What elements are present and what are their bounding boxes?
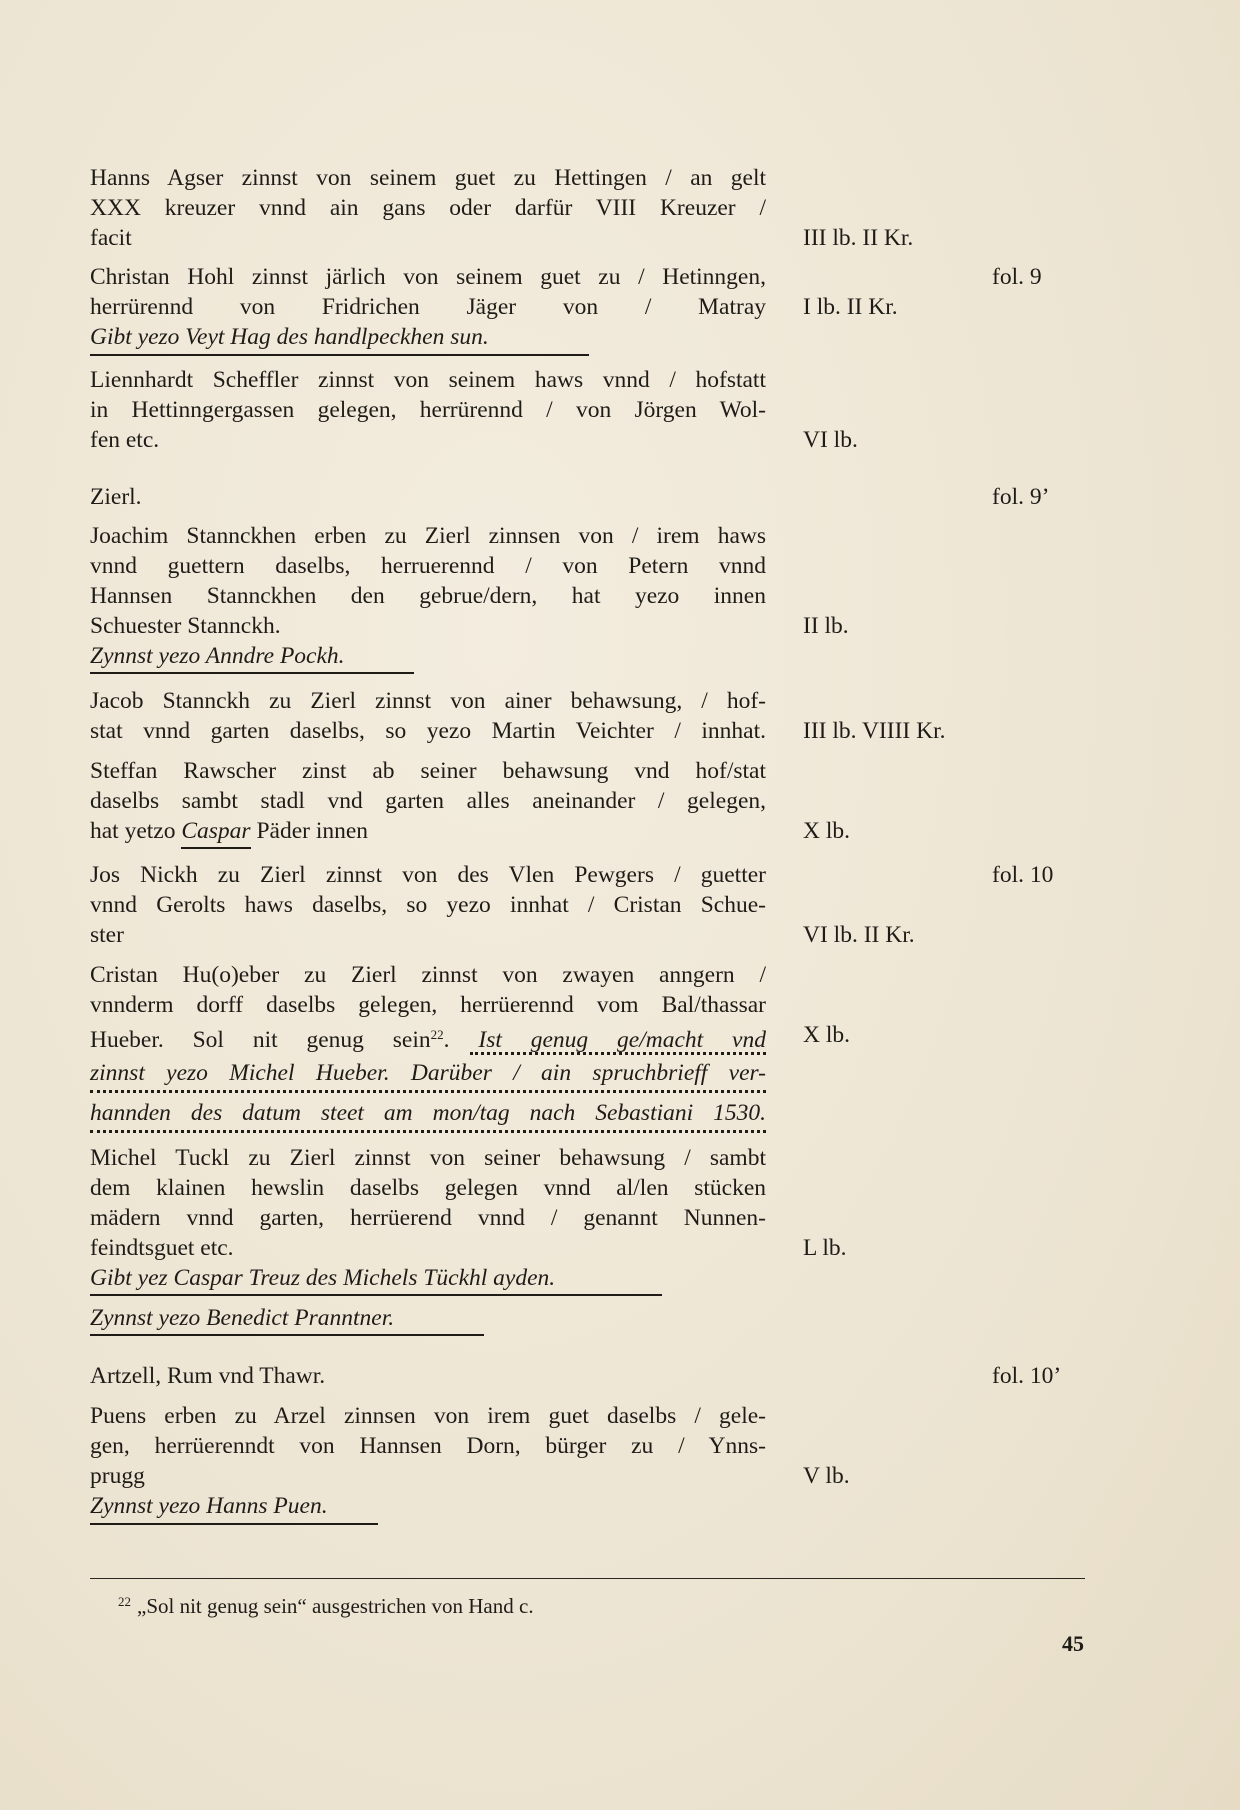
underline-rule xyxy=(90,1523,378,1525)
entry-text-line xyxy=(90,816,766,846)
later-note: Zynnst yezo Anndre Pockh. xyxy=(90,643,345,669)
later-note: hannden des datum steet am mon/tag nach Sebastiani 1530. xyxy=(90,1100,766,1126)
entry-text-line: fen etc. xyxy=(90,427,160,453)
entry-text-line: mädern vnnd garten, herrüerend vnnd / genannt Nunnen- xyxy=(90,1205,766,1231)
entry-text-line: Jos Nickh zu Zierl zinnst von des Vlen Pewgers / guetter xyxy=(90,862,766,888)
footnote-text: „Sol nit genug sein“ ausgestrichen von Hand c. xyxy=(137,1594,534,1618)
entry-text-line: stat vnnd garten daselbs, so yezo Martin Veichter / innhat. xyxy=(90,718,766,744)
entry-text-line: vnnd guettern daselbs, herruerennd / von Petern vnnd xyxy=(90,553,766,579)
later-note: Zynnst yezo Hanns Puen. xyxy=(90,1493,328,1519)
dotted-underline xyxy=(90,1090,766,1093)
entry-text-line: herrürennd von Fridrichen Jäger von / Matray xyxy=(90,294,766,320)
entry-text-line: Puens erben zu Arzel zinnsen von irem guet daselbs / gele- xyxy=(90,1403,766,1429)
underlined-name: Caspar xyxy=(181,818,250,849)
folio-reference: fol. 9 xyxy=(992,264,1042,290)
page-number: 45 xyxy=(1062,1631,1084,1656)
entry-text-line: daselbs sambt stadl vnd garten alles aneinander / gelegen, xyxy=(90,788,766,814)
place-heading: Artzell, Rum vnd Thawr. xyxy=(90,1363,326,1389)
entry-text-line xyxy=(90,1020,766,1053)
entry-text-line: Jacob Stannckh zu Zierl zinnst von ainer behawsung, / hof- xyxy=(90,688,766,714)
folio-reference: fol. 9’ xyxy=(992,484,1050,510)
entry-text-line: Michel Tuckl zu Zierl zinnst von seiner behawsung / sambt xyxy=(90,1145,766,1171)
underline-rule xyxy=(90,1294,662,1296)
dotted-underline xyxy=(470,1052,766,1055)
dotted-underline xyxy=(90,1130,766,1133)
later-note: zinnst yezo Michel Hueber. Darüber / ain spruchbrieff ver- xyxy=(90,1060,766,1086)
later-note: Gibt yez Caspar Treuz des Michels Tückhl ayden. xyxy=(90,1265,556,1291)
entry-text-line: XXX kreuzer vnnd ain gans oder darfür VIII Kreuzer / xyxy=(90,195,766,221)
entry-text-line: ster xyxy=(90,922,124,948)
underline-rule xyxy=(90,672,414,674)
amount: II lb. xyxy=(803,613,849,639)
place-heading: Zierl. xyxy=(90,484,142,510)
entry-text-line: prugg xyxy=(90,1463,145,1489)
footnote-number: 22 xyxy=(118,1594,131,1609)
amount: VI lb. II Kr. xyxy=(803,922,915,948)
amount: X lb. xyxy=(803,1022,850,1048)
entry-text: . xyxy=(443,1027,450,1053)
amount: III lb. II Kr. xyxy=(803,225,914,251)
entry-text-line: Joachim Stannckhen erben zu Zierl zinnsen von / irem haws xyxy=(90,523,766,549)
folio-reference: fol. 10’ xyxy=(992,1363,1062,1389)
entry-text-line: vnnd Gerolts haws daselbs, so yezo innhat / Cristan Schue- xyxy=(90,892,766,918)
footnote xyxy=(118,1589,534,1619)
entry-text-line: Hanns Agser zinnst von seinem guet zu Hettingen / an gelt xyxy=(90,165,766,191)
entry-text-line: gen, herrüerenndt von Hannsen Dorn, bürger zu / Ynns- xyxy=(90,1433,766,1459)
entry-text-line: Liennhardt Scheffler zinnst von seinem haws vnnd / hofstatt xyxy=(90,367,766,393)
underline-rule xyxy=(90,1334,484,1336)
entry-text-line: Schuester Stannckh. xyxy=(90,613,281,639)
entry-text: Hueber. Sol nit genug sein xyxy=(90,1027,431,1053)
amount: V lb. xyxy=(803,1463,850,1489)
later-note: Gibt yezo Veyt Hag des handlpeckhen sun. xyxy=(90,324,489,350)
later-note: Zynnst yezo Benedict Pranntner. xyxy=(90,1305,395,1331)
entry-text: Päder innen xyxy=(250,818,369,844)
folio-reference: fol. 10 xyxy=(992,862,1054,888)
entry-text-line: in Hettinngergassen gelegen, herrürennd / von Jörgen Wol- xyxy=(90,397,766,423)
entry-text-line: Steffan Rawscher zinst ab seiner behawsung vnd hof/stat xyxy=(90,758,766,784)
amount: VI lb. xyxy=(803,427,858,453)
entry-text-line: vnnderm dorff daselbs gelegen, herrüerennd vom Bal/thassar xyxy=(90,992,766,1018)
footnote-divider xyxy=(90,1578,1085,1579)
entry-text-line: Christan Hohl zinnst järlich von seinem guet zu / Hetinngen, xyxy=(90,264,766,290)
amount: I lb. II Kr. xyxy=(803,294,898,320)
amount: X lb. xyxy=(803,818,850,844)
later-note: Ist genug ge/macht vnd xyxy=(478,1027,766,1053)
amount: L lb. xyxy=(803,1235,847,1261)
entry-text-line: dem klainen hewslin daselbs gelegen vnnd al/len stücken xyxy=(90,1175,766,1201)
entry-text-line: facit xyxy=(90,225,132,251)
entry-text: hat yetzo xyxy=(90,818,182,844)
amount: III lb. VIIII Kr. xyxy=(803,718,946,744)
entry-text-line: feindtsguet etc. xyxy=(90,1235,234,1261)
footnote-reference: 22 xyxy=(430,1027,444,1042)
entry-text-line: Hannsen Stannckhen den gebrue/dern, hat yezo innen xyxy=(90,583,766,609)
entry-text-line: Cristan Hu(o)eber zu Zierl zinnst von zwayen anngern / xyxy=(90,962,766,988)
underline-rule xyxy=(90,354,589,356)
